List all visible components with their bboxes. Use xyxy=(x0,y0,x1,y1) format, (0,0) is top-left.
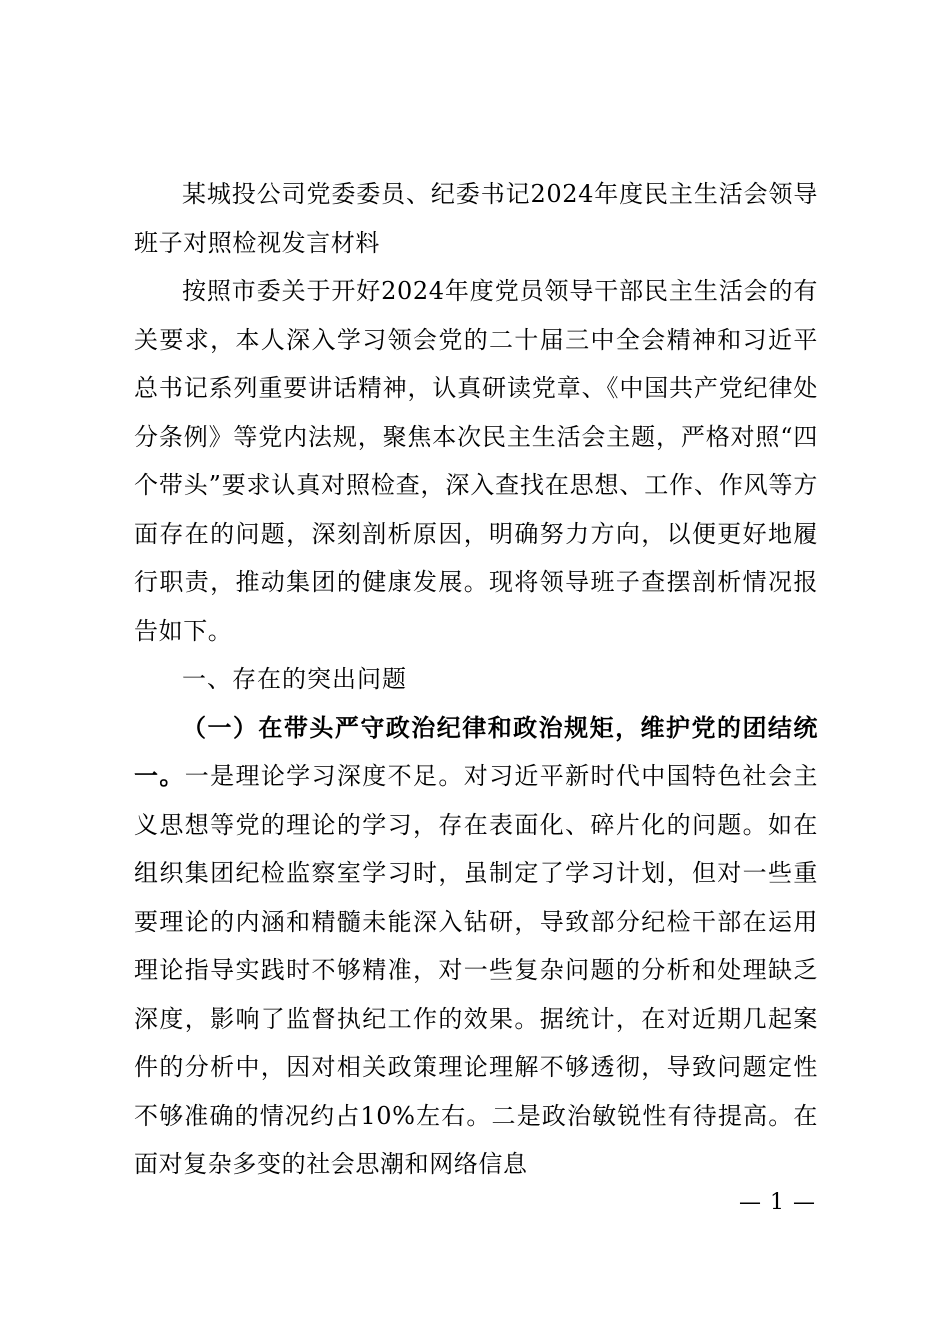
subsection-body: 一是理论学习深度不足。对习近平新时代中国特色社会主义思想等党的理论的学习，存在表面化、碎片化的问题。如在组织集团纪检监察室学习时，虽制定了学习计划，但对一些重要理论的内涵和精髓未能深入钻研，导致部分纪检干部在运用理论指导实践时不够精准，对一些复杂问题的分析和处理缺乏深度，影响了监督执纪工作的效果。据统计，在对近期几起案件的分析中，因对相关政策理论理解不够透彻，导致问题定性不够准确的情况约占10%左右。二是政治敏锐性有待提高。在面对复杂多变的社会思潮和网络信息 xyxy=(134,762,819,1178)
document-body xyxy=(134,170,818,1189)
subsection-heading: （一）在带头严守政治纪律和政治规矩，维护党的团结统一。 xyxy=(134,712,818,790)
intro-paragraph: 按照市委关于开好2024年度党员领导干部民主生活会的有关要求，本人深入学习领会党的二十届三中全会精神和习近平总书记系列重要讲话精神，认真研读党章、《中国共产党纪律处分条例》等党内法规，聚焦本次民主生活会主题，严格对照“四个带头”要求认真对照检查，深入查找在思想、工作、作风等方面存在的问题，深刻剖析原因，明确努力方向，以便更好地履行职责，推动集团的健康发展。现将领导班子查摆剖析情况报告如下。 xyxy=(134,277,818,645)
document-title: 某城投公司党委委员、纪委书记2024年度民主生活会领导班子对照检视发言材料 xyxy=(134,180,818,257)
subsection-paragraph xyxy=(134,704,818,1189)
section-heading: 一、存在的突出问题 xyxy=(182,665,407,693)
page-number: — 1 — xyxy=(739,1190,816,1215)
